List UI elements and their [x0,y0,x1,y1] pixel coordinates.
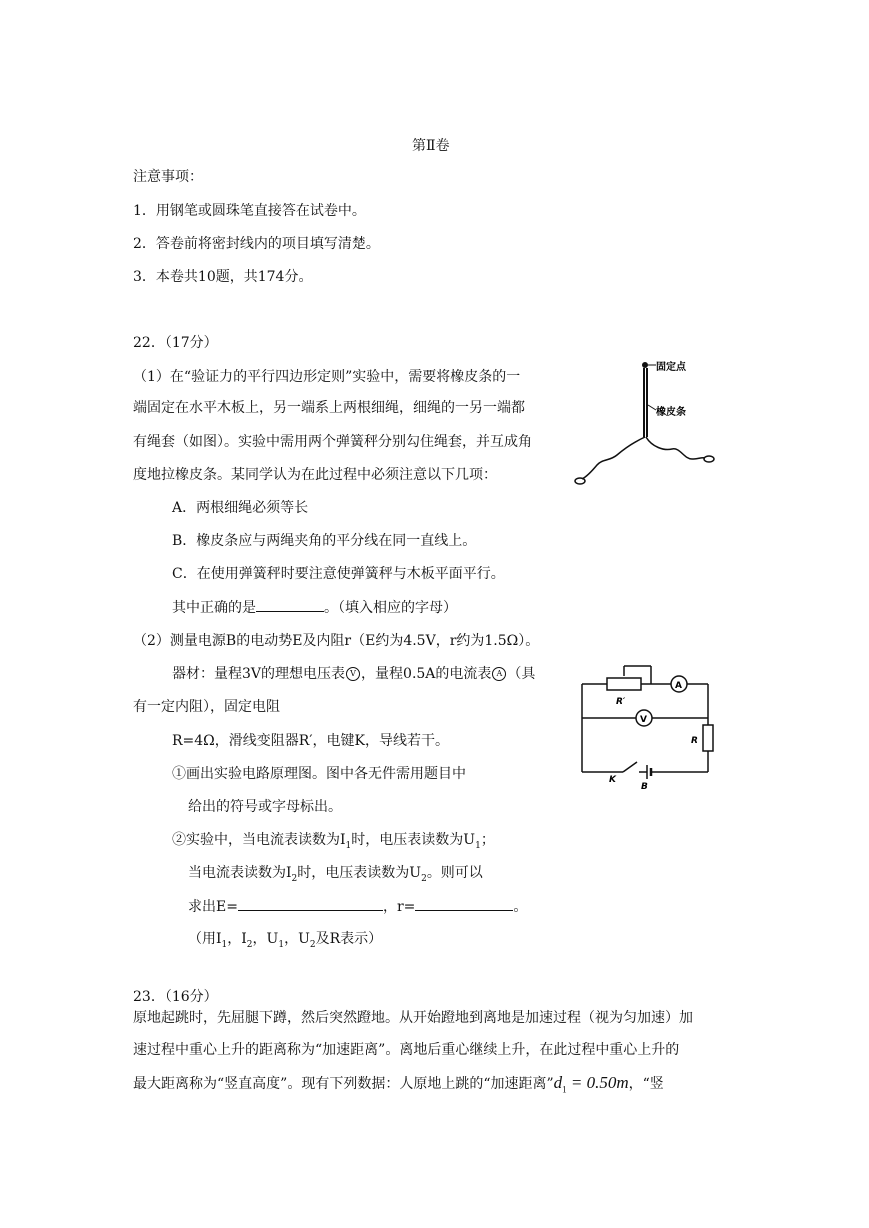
q22-p2-intro: （2）测量电源B的电动势E及内阻r（E约为4.5V，r约为1.5Ω）。 [133,633,540,649]
rubber-band-figure [572,355,722,495]
circuit-diagram [575,662,720,792]
label-r-prime: R′ [616,697,626,707]
equipment-line-3: R=4Ω，滑线变阻器R′，电键K，导线若干。 [172,733,449,749]
option-b: B．橡皮条应与两绳夹角的平分线在同一直线上。 [172,533,477,549]
step-1-line-1: ①画出实验电路原理图。图中各无件需用题目中 [172,766,466,782]
answer-blank[interactable] [256,597,324,612]
switch-k [623,762,637,772]
label-switch: K [609,775,616,785]
option-a: A．两根细绳必须等长 [172,500,309,516]
q22-p1-line-4: 度地拉橡皮条。某同学认为在此过程中必须注意以下几项： [133,467,497,483]
right-loop [704,456,714,462]
voltmeter-icon: V [346,667,360,681]
step-1-line-2: 给出的符号或字母标出。 [188,799,342,815]
formula-d1: $d_1 = 0.50m$ [553,1073,629,1095]
label-ammeter: A [675,681,682,691]
answer-prefix: 其中正确的是 [172,600,256,616]
note-item-1: 1．用钢笔或圆珠笔直接答在试卷中。 [133,203,366,219]
band-label: 橡皮条 [656,407,686,418]
rheostat-body [607,678,641,690]
q23-line-3: 最大距离称为“竖直高度”。现有下列数据：人原地上跳的“加速距离$”d_1 = 0.50m$，“竖 [133,1073,664,1095]
fixed-point-icon [642,362,648,368]
step-2-line-2: 当电流表读数为$I_2$时，电压表读数为$U_2$。则可以 [188,865,483,884]
q23-heading: 23．（16分） [133,989,218,1005]
equipment-line: 器材：量程3V的理想电压表 V ，量程0.5A的电流表 A （具 [172,666,536,682]
resistor-r [703,725,713,751]
q23-line-1: 原地起跳时，先屈腿下蹲，然后突然蹬地。从开始蹬地到离地是加速过程（视为匀加速）加 [133,1010,693,1026]
note-item-2: 2．答卷前将密封线内的项目填写清楚。 [133,236,380,252]
q22-p1-line-3: 有绳套（如图）。实验中需用两个弹簧秤分别勾住绳套，并互成角 [133,434,532,450]
label-resistor: R [691,736,698,746]
left-string [582,437,645,479]
section-title: 第Ⅱ卷 [412,138,450,154]
q22-p1-line-2: 端固定在水平木板上，另一端系上两根细绳，细绳的一另一端都 [133,400,525,416]
q23-line-2: 速过程中重心上升的距离称为“加速距离”。离地后重心继续上升，在此过程中重心上升的 [133,1042,680,1058]
step-2-line-1: ②实验中，当电流表读数为$I_1$时，电压表读数为$U_1$； [172,832,495,851]
band-label-leader [648,405,656,410]
fixed-point-label: 固定点 [656,362,686,373]
label-battery: B [641,782,648,792]
note-item-3: 3．本卷共10题，共174分。 [133,269,313,285]
right-string [646,437,705,459]
option-c: C．在使用弹簧秤时要注意使弹簧秤与木板平面平行。 [172,566,505,582]
left-loop [575,478,585,484]
hint-line: （用$I_1$，$I_2$，$U_1$，$U_2$及R表示） [188,931,383,950]
equipment-line-2: 有一定内阻），固定电阻 [133,699,280,715]
label-voltmeter: V [640,715,647,725]
r-blank[interactable] [415,896,513,911]
calc-line: 求出E= ，r= 。 [188,896,527,917]
e-blank[interactable] [238,896,383,911]
answer-suffix: 。（填入相应的字母） [324,600,457,616]
q22-p1-line-1: （1）在“验证力的平行四边形定则”实验中，需要将橡皮条的一 [133,369,521,385]
answer-line [172,597,457,618]
ammeter-icon: A [492,667,506,681]
q22-heading: 22．（17分） [133,335,218,351]
notes-heading: 注意事项： [133,169,203,185]
